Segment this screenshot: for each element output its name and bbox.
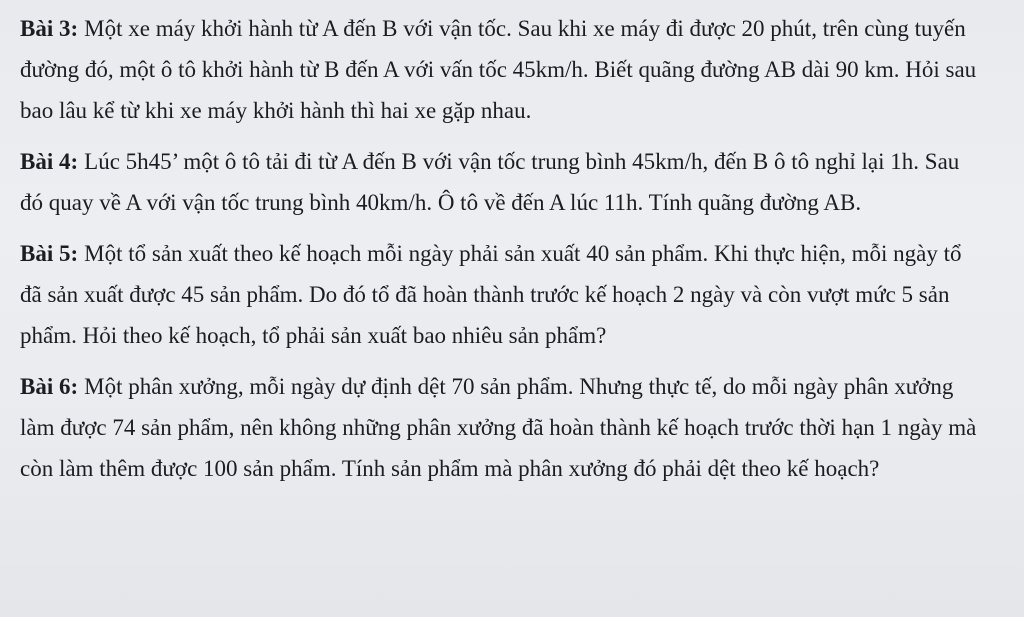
problem-text: Lúc 5h45’ một ô tô tải đi từ A đến B với vận tốc trung bình 45km/h, đến B ô tô nghỉ lại 1h. Sau đó quay về A với vận tốc trung bình 40km/h. Ô tô về đến A lúc 11h. Tính quãng đường AB. [20, 149, 960, 215]
problem-3 [20, 8, 984, 131]
problem-6 [20, 366, 984, 489]
problem-label: Bài 6: [20, 374, 79, 399]
problem-text: Một xe máy khởi hành từ A đến B với vận tốc. Sau khi xe máy đi được 20 phút, trên cùng tuyến đường đó, một ô tô khởi hành từ B đến A với vấn tốc 45km/h. Biết quãng đường AB dài 90 km. Hỏi sau bao lâu kể từ khi xe máy khởi hành thì hai xe gặp nhau. [20, 16, 977, 123]
problem-label: Bài 4: [20, 149, 79, 174]
problem-4 [20, 141, 984, 223]
problem-label: Bài 3: [20, 16, 79, 41]
problem-text: Một phân xưởng, mỗi ngày dự định dệt 70 sản phẩm. Nhưng thực tế, do mỗi ngày phân xưởng làm được 74 sản phẩm, nên không những phân xưởng đã hoàn thành kế hoạch trước thời hạn 1 ngày mà còn làm thêm được 100 sản phẩm. Tính sản phẩm mà phân xưởng đó phải dệt theo kế hoạch? [20, 374, 977, 481]
problem-label: Bài 5: [20, 241, 79, 266]
problem-text: Một tổ sản xuất theo kế hoạch mỗi ngày phải sản xuất 40 sản phẩm. Khi thực hiện, mỗi ngày tổ đã sản xuất được 45 sản phẩm. Do đó tổ đã hoàn thành trước kế hoạch 2 ngày và còn vượt mức 5 sản phẩm. Hỏi theo kế hoạch, tổ phải sản xuất bao nhiêu sản phẩm? [20, 241, 962, 348]
problem-5 [20, 233, 984, 356]
